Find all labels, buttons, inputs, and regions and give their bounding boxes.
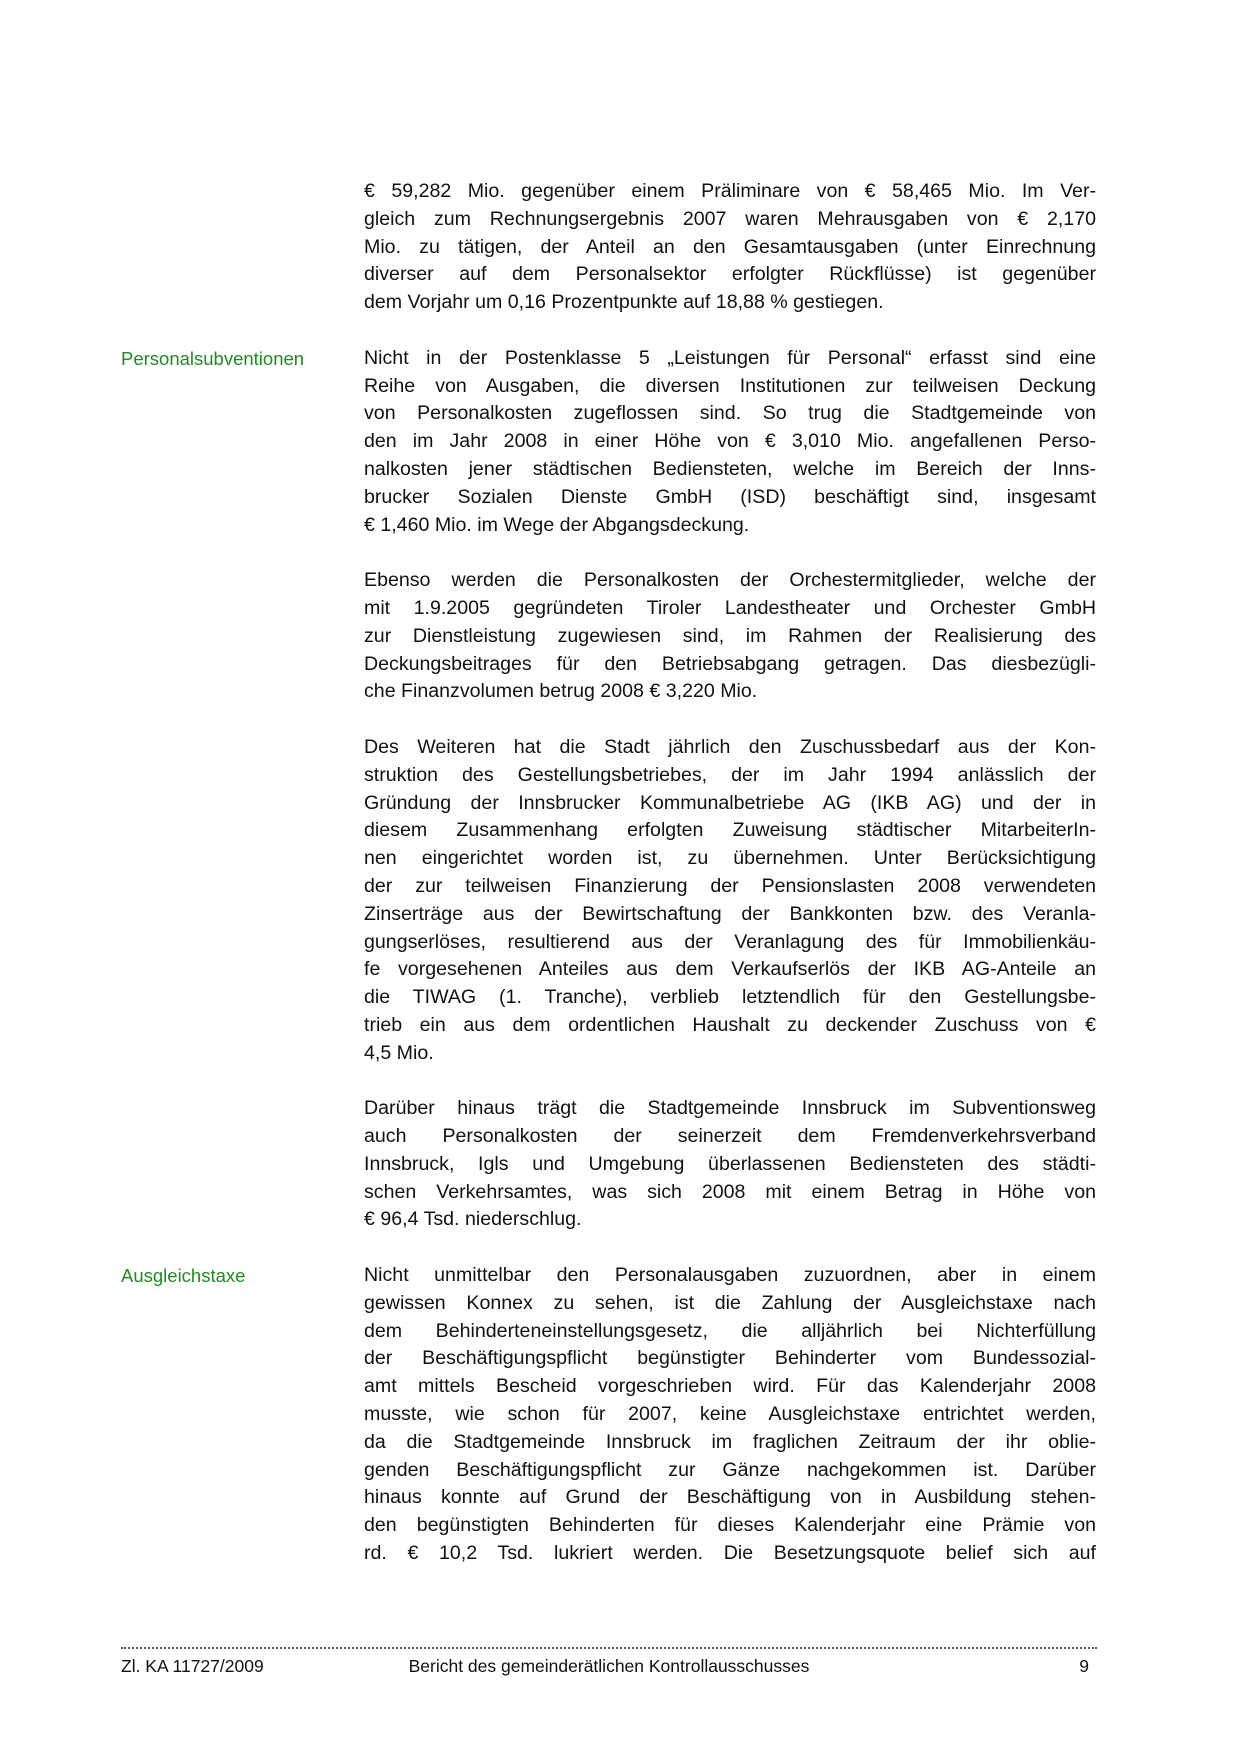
paragraph bbox=[364, 734, 1096, 1068]
text-line: Darüber hinaus trägt die Stadtgemeinde Innsbruck im Subventionsweg bbox=[364, 1097, 1096, 1120]
text-line: diverser auf dem Personalsektor erfolgter Rückflüsse) ist gegenüber bbox=[364, 263, 1096, 286]
text-line: musste, wie schon für 2007, keine Ausgleichstaxe entrichtet werden, bbox=[364, 1403, 1096, 1426]
paragraph bbox=[121, 1262, 1096, 1568]
document-body bbox=[121, 178, 1096, 1596]
text-line: diesem Zusammenhang erfolgten Zuweisung städtischer MitarbeiterIn- bbox=[364, 819, 1096, 842]
text-line: genden Beschäftigungspflicht zur Gänze nachgekommen ist. Darüber bbox=[364, 1458, 1096, 1481]
text-line: von Personalkosten zugeflossen sind. So trug die Stadtgemeinde von bbox=[364, 402, 1096, 425]
text-line: fe vorgesehenen Anteiles aus dem Verkaufserlös der IKB AG-Anteile an bbox=[364, 958, 1096, 981]
text-line: Nicht unmittelbar den Personalausgaben zuzuordnen, aber in einem bbox=[364, 1264, 1096, 1287]
footer-divider bbox=[121, 1647, 1097, 1649]
text-line: 4,5 Mio. bbox=[364, 1041, 434, 1064]
text-line: Deckungsbeitrages für den Betriebsabgang getragen. Das diesbezügli- bbox=[364, 652, 1096, 675]
text-line: Gründung der Innsbrucker Kommunalbetriebe AG (IKB AG) und der in bbox=[364, 791, 1096, 814]
text-line: gungserlöses, resultierend aus der Veranlagung des für Immobilienkäu- bbox=[364, 930, 1096, 953]
text-line: Ebenso werden die Personalkosten der Orchestermitglieder, welche der bbox=[364, 569, 1096, 592]
footer-reference: Zl. KA 11727/2009 bbox=[121, 1656, 264, 1676]
text-line: Des Weiteren hat die Stadt jährlich den Zuschussbedarf aus der Kon- bbox=[364, 735, 1096, 758]
text-line: schen Verkehrsamtes, was sich 2008 mit einem Betrag in Höhe von bbox=[364, 1180, 1096, 1203]
text-line: dem Behinderteneinstellungsgesetz, die alljährlich bei Nichterfüllung bbox=[364, 1319, 1096, 1342]
text-line: Innsbruck, Igls und Umgebung überlassenen Bediensteten des städti- bbox=[364, 1152, 1096, 1175]
text-line: struktion des Gestellungsbetriebes, der im Jahr 1994 anlässlich der bbox=[364, 763, 1096, 786]
text-line: dem Vorjahr um 0,16 Prozentpunkte auf 18,88 % gestiegen. bbox=[364, 291, 884, 314]
text-line: die TIWAG (1. Tranche), verblieb letztendlich für den Gestellungsbe- bbox=[364, 986, 1096, 1009]
margin-heading: Ausgleichstaxe bbox=[121, 1265, 246, 1287]
text-line: gewissen Konnex zu sehen, ist die Zahlung der Ausgleichstaxe nach bbox=[364, 1291, 1096, 1314]
text-line: nen eingerichtet worden ist, zu übernehmen. Unter Berücksichtigung bbox=[364, 847, 1096, 870]
text-line: den begünstigten Behinderten für dieses Kalenderjahr eine Prämie von bbox=[364, 1514, 1096, 1537]
footer-title: Bericht des gemeinderätlichen Kontrollausschusses bbox=[408, 1656, 810, 1676]
text-line: € 59,282 Mio. gegenüber einem Präliminare von € 58,465 Mio. Im Ver- bbox=[364, 180, 1096, 202]
page-number: 9 bbox=[1079, 1656, 1089, 1676]
text-line: Mio. zu tätigen, der Anteil an den Gesamtausgaben (unter Einrechnung bbox=[364, 235, 1096, 258]
text-line: € 96,4 Tsd. niederschlug. bbox=[364, 1208, 582, 1231]
text-line: auch Personalkosten der seinerzeit dem Fremdenverkehrsverband bbox=[364, 1125, 1096, 1148]
text-line: rd. € 10,2 Tsd. lukriert werden. Die Besetzungsquote belief sich auf bbox=[364, 1542, 1096, 1565]
text-line: zur Dienstleistung zugewiesen sind, im Rahmen der Realisierung des bbox=[364, 624, 1096, 647]
paragraph bbox=[364, 567, 1096, 706]
text-line: gleich zum Rechnungsergebnis 2007 waren Mehrausgaben von € 2,170 bbox=[364, 207, 1096, 230]
margin-heading: Personalsubventionen bbox=[121, 347, 305, 369]
text-line: € 1,460 Mio. im Wege der Abgangsdeckung. bbox=[364, 513, 750, 536]
text-line: Nicht in der Postenklasse 5 „Leistungen für Personal“ erfasst sind eine bbox=[364, 346, 1096, 369]
text-line: da die Stadtgemeinde Innsbruck im fraglichen Zeitraum der ihr oblie- bbox=[364, 1430, 1096, 1453]
text-line: der Beschäftigungspflicht begünstigter Behinderter vom Bundessozial- bbox=[364, 1347, 1096, 1370]
text-line: nalkosten jener städtischen Bediensteten, welche im Bereich der Inns- bbox=[364, 457, 1096, 480]
text-line: Zinserträge aus der Bewirtschaftung der Bankkonten bzw. des Veranla- bbox=[364, 902, 1096, 925]
text-line: den im Jahr 2008 in einer Höhe von € 3,010 Mio. angefallenen Perso- bbox=[364, 430, 1096, 453]
text-line: amt mittels Bescheid vorgeschrieben wird. Für das Kalenderjahr 2008 bbox=[364, 1375, 1096, 1398]
text-line: hinaus konnte auf Grund der Beschäftigung von in Ausbildung stehen- bbox=[364, 1486, 1096, 1509]
text-line: der zur teilweisen Finanzierung der Pensionslasten 2008 verwendeten bbox=[364, 874, 1096, 897]
text-line: trieb ein aus dem ordentlichen Haushalt zu deckender Zuschuss von € bbox=[364, 1013, 1096, 1036]
text-line: Reihe von Ausgaben, die diversen Institutionen zur teilweisen Deckung bbox=[364, 374, 1096, 397]
paragraph bbox=[364, 1095, 1096, 1234]
paragraph bbox=[364, 178, 1096, 317]
text-line: brucker Sozialen Dienste GmbH (ISD) beschäftigt sind, insgesamt bbox=[364, 485, 1096, 508]
text-line: mit 1.9.2005 gegründeten Tiroler Landestheater und Orchester GmbH bbox=[364, 596, 1096, 619]
text-line: che Finanzvolumen betrug 2008 € 3,220 Mio. bbox=[364, 680, 758, 703]
paragraph bbox=[121, 345, 1096, 540]
